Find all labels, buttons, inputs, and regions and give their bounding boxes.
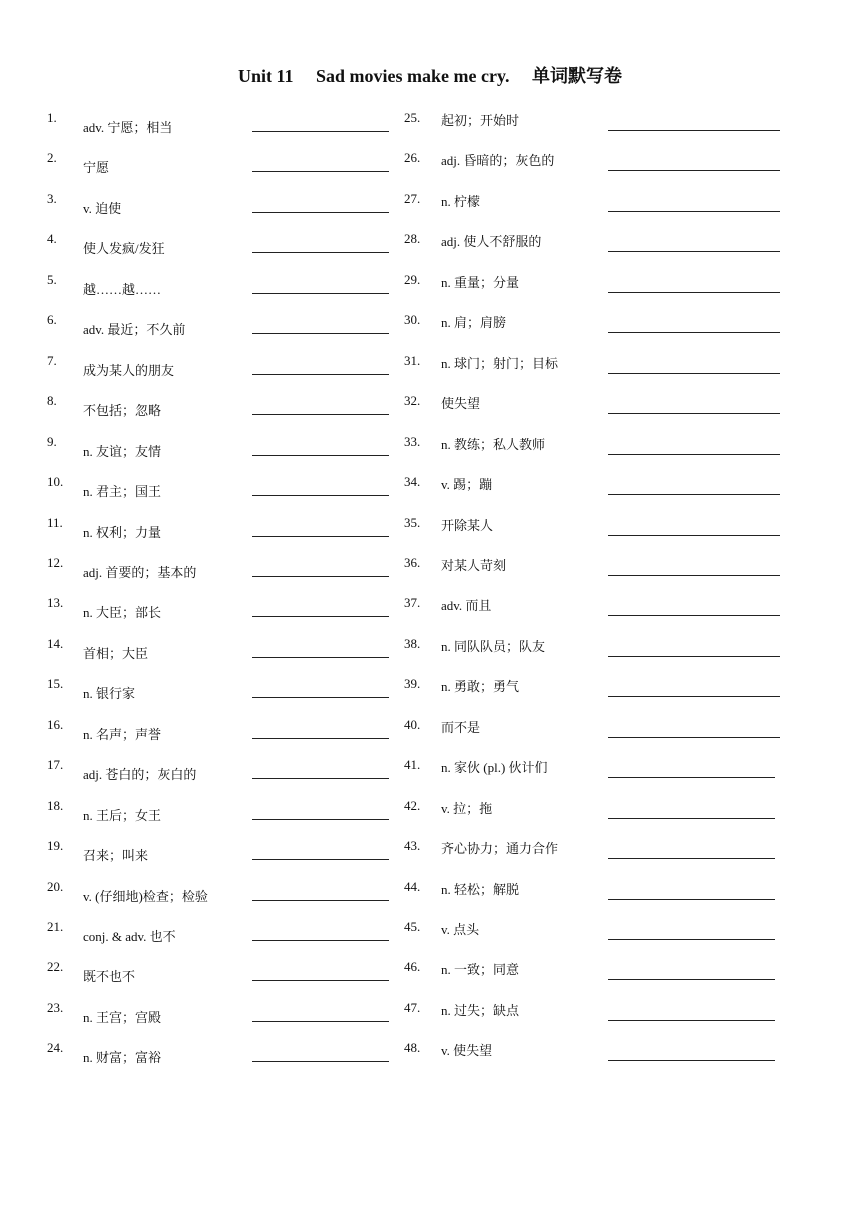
item-number: 14.	[47, 635, 64, 651]
item-definition: n. 君主；国王	[83, 484, 162, 500]
item-number: 31.	[404, 352, 421, 368]
item-definition: n. 球门；射门；目标	[441, 355, 559, 371]
answer-blank[interactable]	[608, 899, 775, 900]
answer-blank[interactable]	[608, 332, 780, 333]
vocab-row	[0, 312, 860, 342]
item-definition: 召来；叫来	[83, 848, 149, 864]
item-number: 10.	[47, 474, 64, 490]
item-definition: adj. 使人不舒服的	[441, 234, 542, 250]
item-definition: v. 点头	[441, 922, 480, 937]
item-number: 36.	[404, 554, 421, 570]
item-definition: n. 名声；声誉	[83, 726, 162, 742]
item-number: 46.	[404, 959, 421, 975]
item-definition: v. 拉；拖	[441, 800, 493, 816]
item-definition: v. 踢；蹦	[441, 477, 493, 493]
item-number: 35.	[404, 514, 421, 530]
vocab-row	[0, 474, 860, 504]
item-number: 21.	[47, 919, 64, 934]
item-number: 4.	[47, 231, 57, 247]
answer-blank[interactable]	[608, 494, 780, 495]
vocab-row	[0, 272, 860, 302]
answer-blank[interactable]	[608, 818, 775, 819]
answer-blank[interactable]	[608, 858, 775, 859]
item-definition: n. 轻松；解脱	[441, 881, 520, 897]
item-number: 22.	[47, 959, 64, 975]
vocab-row	[0, 1000, 860, 1030]
vocab-row	[0, 515, 860, 545]
item-number: 48.	[404, 1040, 421, 1056]
item-definition: 成为某人的朋友	[83, 362, 175, 378]
item-number: 30.	[404, 312, 421, 328]
item-number: 7.	[47, 352, 57, 368]
item-number: 43.	[404, 838, 421, 854]
item-number: 16.	[47, 716, 64, 732]
item-number: 40.	[404, 716, 421, 732]
item-definition: n. 大臣；部长	[83, 605, 162, 621]
item-definition: 使失望	[441, 396, 481, 412]
item-number: 23.	[47, 999, 64, 1015]
item-number: 18.	[47, 797, 64, 813]
vocab-row	[0, 110, 860, 140]
answer-blank[interactable]	[608, 413, 780, 414]
vocab-row	[0, 1040, 860, 1070]
item-number: 8.	[47, 393, 57, 409]
item-definition: n. 过失；缺点	[441, 1002, 520, 1018]
item-number: 26.	[404, 150, 421, 166]
item-number: 37.	[404, 595, 421, 611]
item-number: 29.	[404, 271, 421, 287]
item-number: 3.	[47, 190, 57, 206]
item-definition: 越……越……	[83, 281, 162, 297]
item-number: 45.	[404, 919, 421, 934]
answer-blank[interactable]	[608, 170, 780, 171]
item-number: 39.	[404, 676, 421, 692]
item-number: 38.	[404, 635, 421, 651]
vocab-row	[0, 838, 860, 868]
item-definition: adj. 昏暗的；灰色的	[441, 153, 555, 169]
item-definition: 宁愿	[83, 160, 110, 176]
item-number: 34.	[404, 474, 421, 490]
vocab-row	[0, 798, 860, 828]
answer-blank[interactable]	[608, 251, 780, 252]
item-definition: v. 迫使	[83, 200, 122, 216]
item-number: 47.	[404, 999, 421, 1015]
item-definition: 而不是	[441, 719, 481, 735]
item-definition: n. 重量；分量	[441, 274, 520, 290]
item-definition: n. 王后；女王	[83, 807, 162, 823]
item-definition: n. 财富；富裕	[83, 1050, 162, 1066]
vocab-row	[0, 231, 860, 261]
vocab-row	[0, 555, 860, 585]
page-title: Unit 11 Sad movies make me cry. 单词默写卷	[238, 66, 622, 86]
vocab-row	[0, 879, 860, 909]
item-definition: v. (仔细地)检查；检验	[83, 888, 208, 904]
item-number: 44.	[404, 878, 421, 894]
item-number: 17.	[47, 757, 64, 773]
item-definition: n. 一致；同意	[441, 962, 520, 978]
answer-blank[interactable]	[608, 575, 780, 576]
item-definition: n. 勇敢；勇气	[441, 679, 520, 695]
item-number: 32.	[404, 393, 421, 409]
item-definition: 首相；大臣	[83, 645, 149, 661]
item-definition: adj. 苍白的；灰白的	[83, 767, 197, 783]
vocab-row	[0, 757, 860, 787]
vocab-row	[0, 353, 860, 383]
answer-blank[interactable]	[608, 454, 780, 455]
item-definition: n. 王宫；宫殿	[83, 1009, 162, 1025]
item-number: 19.	[47, 838, 64, 854]
vocab-row	[0, 595, 860, 625]
item-number: 28.	[404, 231, 421, 247]
item-definition: adv. 而且	[441, 598, 492, 614]
vocab-row	[0, 959, 860, 989]
item-number: 11.	[47, 514, 63, 530]
item-number: 6.	[47, 312, 57, 328]
item-number: 25.	[404, 110, 421, 125]
item-number: 41.	[404, 757, 421, 773]
item-number: 24.	[47, 1040, 64, 1056]
answer-blank[interactable]	[608, 1060, 775, 1061]
item-number: 42.	[404, 797, 421, 813]
vocab-row	[0, 434, 860, 464]
item-definition: 对某人苛刻	[441, 557, 507, 573]
vocab-row	[0, 393, 860, 423]
item-number: 27.	[404, 190, 421, 206]
answer-blank[interactable]	[608, 130, 780, 131]
item-definition: 使人发疯/发狂	[83, 241, 165, 257]
item-definition: n. 肩；肩膀	[441, 315, 507, 331]
item-definition: n. 柠檬	[441, 193, 481, 209]
item-definition: conj. & adv. 也不	[83, 929, 176, 944]
item-definition: n. 教练；私人教师	[441, 436, 546, 452]
vocab-row	[0, 150, 860, 180]
vocab-row	[0, 919, 860, 949]
answer-blank[interactable]	[608, 373, 780, 374]
vocab-row	[0, 717, 860, 747]
item-number: 12.	[47, 554, 64, 570]
answer-blank[interactable]	[608, 979, 775, 980]
item-definition: 既不也不	[83, 969, 136, 985]
item-definition: 开除某人	[441, 517, 494, 533]
item-number: 33.	[404, 433, 421, 449]
answer-blank[interactable]	[608, 939, 775, 940]
vocab-row	[0, 191, 860, 221]
item-definition: adv. 宁愿；相当	[83, 120, 173, 135]
item-definition: n. 银行家	[83, 686, 136, 702]
item-number: 9.	[47, 433, 57, 449]
vocab-row	[0, 676, 860, 706]
answer-blank[interactable]	[608, 737, 780, 738]
answer-blank[interactable]	[608, 615, 780, 616]
item-number: 20.	[47, 878, 64, 894]
item-number: 13.	[47, 595, 64, 611]
item-number: 2.	[47, 150, 57, 166]
item-definition: 起初；开始时	[441, 113, 520, 128]
item-definition: adj. 首要的；基本的	[83, 564, 197, 580]
item-definition: 不包括；忽略	[83, 403, 162, 419]
item-definition: n. 家伙 (pl.) 伙计们	[441, 760, 548, 776]
answer-blank[interactable]	[608, 1020, 775, 1021]
item-number: 15.	[47, 676, 64, 692]
item-number: 5.	[47, 271, 57, 287]
item-definition: n. 权利；力量	[83, 524, 162, 540]
item-definition: n. 同队队员；队友	[441, 638, 546, 654]
item-number: 1.	[47, 110, 57, 125]
answer-blank[interactable]	[608, 656, 780, 657]
item-definition: v. 使失望	[441, 1043, 493, 1059]
answer-blank[interactable]	[608, 696, 780, 697]
answer-blank[interactable]	[608, 211, 780, 212]
item-definition: adv. 最近；不久前	[83, 322, 186, 338]
item-definition: n. 友谊；友情	[83, 443, 162, 459]
answer-blank[interactable]	[608, 292, 780, 293]
item-definition: 齐心协力；通力合作	[441, 841, 559, 857]
vocab-row	[0, 636, 860, 666]
answer-blank[interactable]	[608, 535, 780, 536]
answer-blank[interactable]	[608, 777, 775, 778]
